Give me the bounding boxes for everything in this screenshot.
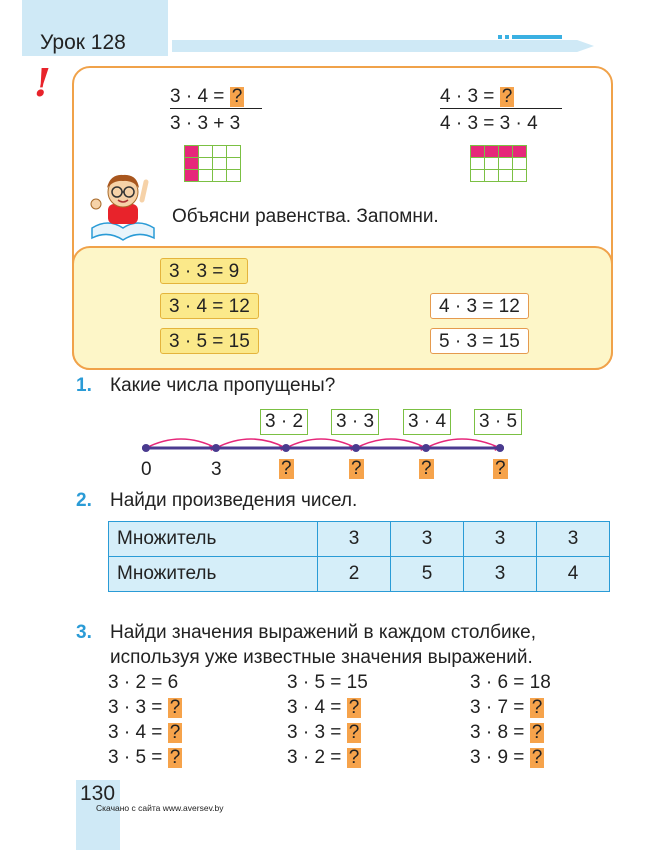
tick-point [422, 444, 430, 452]
expression-text: 3 · 4 = [287, 697, 342, 718]
known-expression: 3 · 5 = 15 [287, 672, 368, 693]
expression-text: 3 · 8 = [470, 722, 525, 743]
expression-text: 3 · 9 = [470, 747, 525, 768]
expression-text: 3 · 3 = [108, 697, 163, 718]
unknown-box: ? [348, 747, 360, 768]
task-text: Найди произведения чисел. [110, 490, 358, 511]
number-line-label: 0 [141, 459, 152, 480]
known-expression: 3 · 2 = 6 [108, 672, 179, 693]
expression-box: 3 · 3 [331, 409, 379, 435]
known-expression: 3 · 6 = 18 [470, 672, 551, 693]
rule-left-bottom: 3 · 3 + 3 [170, 113, 241, 134]
rule-instruction: Объясни равенства. Запомни. [172, 206, 439, 227]
lesson-header-rule [172, 40, 594, 52]
rule-left-top [170, 86, 262, 109]
unknown-box: ? [169, 722, 181, 743]
number-line [136, 426, 516, 458]
expression-row [287, 747, 361, 769]
task-text: Какие числа пропущены? [110, 375, 336, 396]
rule-right-top [440, 86, 562, 109]
unknown-mark: ? [281, 458, 292, 479]
number-line-label: 3 [211, 459, 222, 480]
table-cell: 3 [464, 557, 537, 592]
expression-text: 3 · 2 = [287, 747, 342, 768]
unknown-box: ? [531, 722, 543, 743]
page-number: 130 [80, 782, 116, 805]
unknown-box: ? [348, 697, 360, 718]
unknown-box [419, 458, 434, 480]
expression-row [108, 722, 182, 744]
expression-box: 3 · 4 [403, 409, 451, 435]
table-row-label: Множитель [109, 522, 318, 557]
unknown-box [493, 458, 508, 480]
exclamation-icon: ! [34, 60, 51, 105]
task-number: 2. [76, 490, 92, 511]
array-grid-left [184, 145, 241, 182]
expression-box: 3 · 2 [260, 409, 308, 435]
fact-chip: 3 · 3 = 9 [160, 258, 248, 284]
source-credit: Скачано с сайта www.aversev.by [96, 803, 224, 813]
fact-chip: 4 · 3 = 12 [430, 293, 529, 319]
table-cell: 3 [391, 522, 464, 557]
tick-point [212, 444, 220, 452]
task-number: 1. [76, 375, 92, 396]
tick-point [496, 444, 504, 452]
table-cell: 3 [464, 522, 537, 557]
unknown-box [279, 458, 294, 480]
boy-reading-illustration [88, 168, 158, 242]
task-text-line2: используя уже известные значения выражений. [110, 647, 533, 668]
table-cell: 3 [537, 522, 610, 557]
unknown-box: ? [231, 86, 243, 107]
table-cell: 4 [537, 557, 610, 592]
table-cell: 3 [318, 522, 391, 557]
header-dash [512, 35, 562, 39]
fact-chip: 3 · 4 = 12 [160, 293, 259, 319]
table-row [109, 557, 610, 592]
unknown-mark: ? [421, 458, 432, 479]
expression-row [287, 697, 361, 719]
rule-facts-panel [72, 246, 613, 370]
rule-right-bottom: 4 · 3 = 3 · 4 [440, 113, 538, 134]
expression-text: 3 · 5 = [108, 747, 163, 768]
expression-row [108, 697, 182, 719]
expression-text: 3 · 3 = [287, 722, 342, 743]
table-row [109, 522, 610, 557]
expression-row [287, 722, 361, 744]
header-dash [505, 35, 509, 39]
expression-row [470, 697, 544, 719]
tick-point [142, 444, 150, 452]
expression-text: 3 · 4 = [108, 722, 163, 743]
fact-chip: 3 · 5 = 15 [160, 328, 259, 354]
rule-right-top-text: 4 · 3 = [440, 86, 495, 107]
unknown-box: ? [348, 722, 360, 743]
table-cell: 2 [318, 557, 391, 592]
lesson-title: Урок 128 [40, 31, 126, 54]
expression-row [470, 747, 544, 769]
rule-left-top-text: 3 · 4 = [170, 86, 225, 107]
expression-row [470, 722, 544, 744]
expression-text: 3 · 7 = [470, 697, 525, 718]
expression-row [108, 747, 182, 769]
tick-point [282, 444, 290, 452]
unknown-box: ? [501, 86, 513, 107]
unknown-box: ? [169, 747, 181, 768]
table-cell: 5 [391, 557, 464, 592]
fact-chip: 5 · 3 = 15 [430, 328, 529, 354]
unknown-box [349, 458, 364, 480]
task-number: 3. [76, 622, 92, 643]
array-grid-right [470, 145, 527, 182]
expression-box: 3 · 5 [474, 409, 522, 435]
tick-point [352, 444, 360, 452]
task-text-line1: Найди значения выражений в каждом столбике, [110, 622, 536, 643]
unknown-box: ? [531, 747, 543, 768]
unknown-box: ? [169, 697, 181, 718]
factor-table [108, 521, 610, 592]
header-dash [498, 35, 502, 39]
unknown-mark: ? [351, 458, 362, 479]
unknown-mark: ? [495, 458, 506, 479]
table-row-label: Множитель [109, 557, 318, 592]
unknown-box: ? [531, 697, 543, 718]
